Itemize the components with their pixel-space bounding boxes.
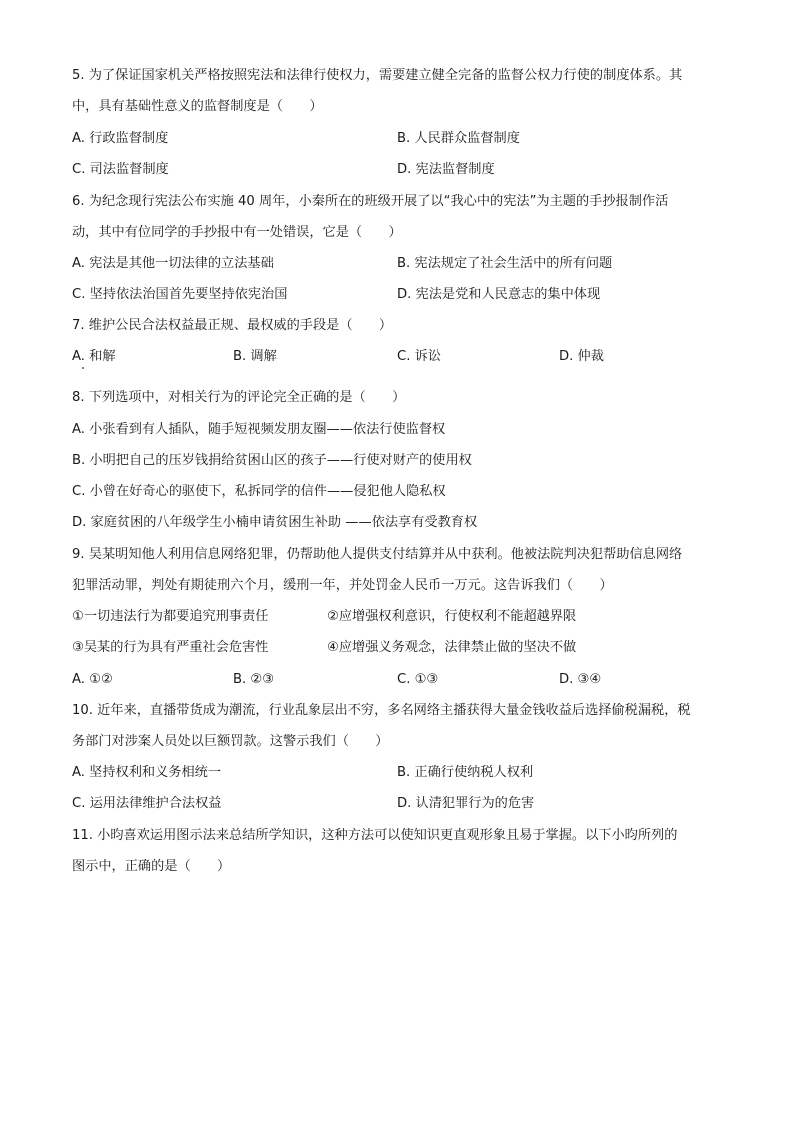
- q6-stem-line-1: 6. 为纪念现行宪法公布实施 40 周年，小秦所在的班级开展了以“我心中的宪法”为主题的手抄报制作活: [72, 194, 669, 209]
- q9-option-a[interactable]: A. ①②: [72, 672, 113, 687]
- q8-option-d[interactable]: D. 家庭贫困的八年级学生小楠申请贫困生补助 ——依法享有受教育权: [72, 515, 478, 530]
- q5-option-d[interactable]: D. 宪法监督制度: [397, 162, 495, 177]
- q8-option-b[interactable]: B. 小明把自己的压岁钱捐给贫困山区的孩子——行使对财产的使用权: [72, 453, 472, 468]
- q5-option-b[interactable]: B. 人民群众监督制度: [397, 131, 520, 146]
- q9-stem-line-2: 犯罪活动罪，判处有期徒刑六个月，缓刑一年，并处罚金人民币一万元。这告诉我们（ ）: [72, 578, 613, 593]
- q6-option-d[interactable]: D. 宪法是党和人民意志的集中体现: [397, 287, 601, 302]
- q10-option-a[interactable]: A. 坚持权利和义务相统一: [72, 765, 222, 780]
- q9-statement-2: ②应增强权利意识，行使权利不能超越界限: [327, 609, 577, 624]
- q11-stem-line-2: 图示中，正确的是（ ）: [72, 859, 231, 874]
- q10-option-b[interactable]: B. 正确行使纳税人权利: [397, 765, 534, 780]
- q9-option-b[interactable]: B. ②③: [233, 672, 275, 687]
- q7-stem-line-1: 7. 维护公民合法权益最正规、最权威的手段是（ ）: [72, 318, 393, 333]
- q7-option-b[interactable]: B. 调解: [233, 349, 277, 364]
- q6-stem-line-2: 动，其中有位同学的手抄报中有一处错误，它是（ ）: [72, 225, 402, 240]
- q7-option-c[interactable]: C. 诉讼: [397, 349, 441, 364]
- q9-statement-4: ④应增强义务观念，法律禁止做的坚决不做: [327, 640, 577, 655]
- q9-option-c[interactable]: C. ①③: [397, 672, 439, 687]
- q10-stem-line-2: 务部门对涉案人员处以巨额罚款。这警示我们（ ）: [72, 734, 389, 749]
- q5-option-a[interactable]: A. 行政监督制度: [72, 131, 169, 146]
- q11-stem-line-1: 11. 小昀喜欢运用图示法来总结所学知识，这种方法可以使知识更直观形象且易于掌握。以下小昀所列的: [72, 828, 678, 843]
- scan-speck: [82, 367, 84, 369]
- q6-option-c[interactable]: C. 坚持依法治国首先要坚持依宪治国: [72, 287, 288, 302]
- q6-option-a[interactable]: A. 宪法是其他一切法律的立法基础: [72, 256, 274, 271]
- q9-statement-3: ③吴某的行为具有严重社会危害性: [72, 640, 269, 655]
- q9-option-d[interactable]: D. ③④: [559, 672, 602, 687]
- q8-stem-line-1: 8. 下列选项中，对相关行为的评论完全正确的是（ ）: [72, 390, 406, 405]
- q10-option-c[interactable]: C. 运用法律维护合法权益: [72, 796, 222, 811]
- q10-option-d[interactable]: D. 认清犯罪行为的危害: [397, 796, 535, 811]
- q6-option-b[interactable]: B. 宪法规定了社会生活中的所有问题: [397, 256, 613, 271]
- q5-option-c[interactable]: C. 司法监督制度: [72, 162, 169, 177]
- q9-stem-line-1: 9. 吴某明知他人利用信息网络犯罪，仍帮助他人提供支付结算并从中获利。他被法院判决犯帮助信息网络: [72, 547, 683, 562]
- q7-option-a[interactable]: A. 和解: [72, 349, 116, 364]
- q7-option-d[interactable]: D. 仲裁: [559, 349, 604, 364]
- q5-stem-line-1: 5. 为了保证国家机关严格按照宪法和法律行使权力，需要建立健全完备的监督公权力行使的制度体系。其: [72, 68, 683, 83]
- q10-stem-line-1: 10. 近年来，直播带货成为潮流，行业乱象层出不穷，多名网络主播获得大量金钱收益后选择偷税漏税，税: [72, 703, 691, 718]
- q8-option-a[interactable]: A. 小张看到有人插队，随手短视频发朋友圈——依法行使监督权: [72, 422, 446, 437]
- q8-option-c[interactable]: C. 小曾在好奇心的驱使下，私拆同学的信件——侵犯他人隐私权: [72, 484, 446, 499]
- q9-statement-1: ①一切违法行为都要追究刑事责任: [72, 609, 269, 624]
- q5-stem-line-2: 中，具有基础性意义的监督制度是（ ）: [72, 99, 323, 114]
